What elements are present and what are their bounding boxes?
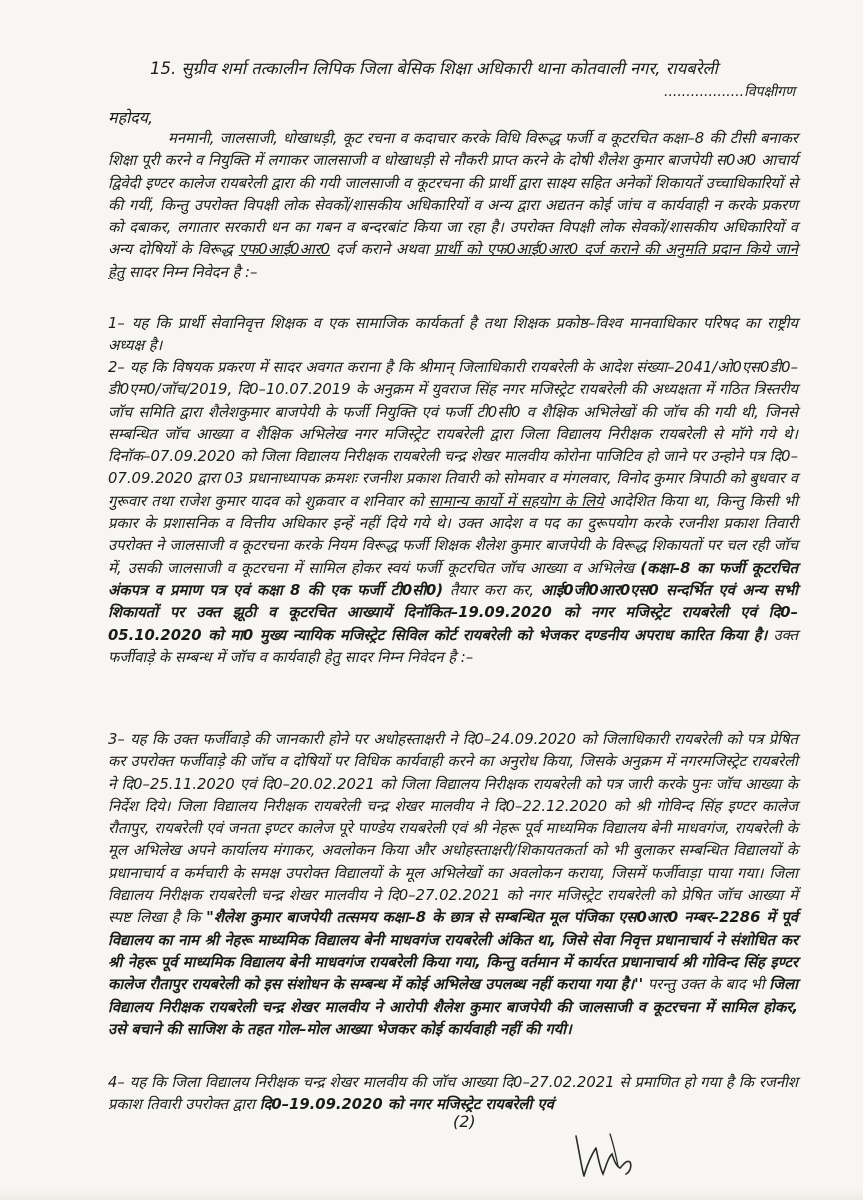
- intro-paragraph: [108, 128, 798, 284]
- signature-icon: [570, 1126, 640, 1180]
- para3-text-a: 3– यह कि उक्त फर्जीवाड़े की जानकारी होने पर अधोहस्ताक्षरी ने दि0–24.09.2020 को जिलाधिकारी रायबरेली को पत्र प्रेषित कर उपरोक्त फर्जीवाड़े की जॉच व दोषियों पर विधिक कार्यवाही करने का अनुरोध किया, जिसके अनुक्रम में नगरमजिस्ट्रेट रायबरेली ने दि0–25.11.2020 एवं दि0–20.02.2021 को जिला विद्यालय निरीक्षक रायबरेली को पत्र जारी करके पुनः जॉच आख्या के निर्देश दिये। जिला विद्यालय निरीक्षक रायबरेली चन्द्र शेखर मालवीय ने दि0–22.12.2020 को श्री गोविन्द सिंह इण्टर कालेज रौतापुर, रायबरेली एवं जनता इण्टर कालेज पूरे पाण्डेय रायबरेली एवं श्री नेहरू पूर्व माध्यमिक विद्यालय बेनी माधवगंज, रायबरेली के मूल अभिलेख अपने कार्यालय मंगाकर, अवलोकन किया और अधोहस्ताक्षरी/शिकायतकर्ता को भी बुलाकर सम्बन्धित विद्यालयों के प्रधानाचार्य व कर्मचारी के समक्ष उपरोक्त विद्यालयों के मूल अभिलेखों का अवलोकन कराया, जिसमें फर्जीवाड़ा पाया गया। जिला विद्यालय निरीक्षक रायबरेली चन्द्र शेखर मालवीय ने दि0–27.02.2021 को नगर मजिस्ट्रेट रायबरेली को प्रेषित जॉच आख्या में स्पष्ट लिखा है कि: [108, 731, 798, 927]
- intro-text-e: सादर निम्न निवेदन है :–: [124, 263, 258, 281]
- page-bottom-edge: [0, 1188, 863, 1200]
- paragraph-3: [108, 729, 798, 1041]
- para3-quote: "शैलेश कुमार बाजपेयी तत्समय कक्षा–8 के छात्र से सम्बन्धित मूल पंजिका एस0आर0 नम्बर–2286 में पूर्व विद्यालय का नाम श्री नेहरू माध्यमिक विद्यालय बेनी माधवगंज रायबरेली अंकित था, जिसे सेवा निवृत्त प्रधानाचार्य ने संशोधित कर श्री नेहरू पूर्व माध्यमिक विद्यालय बेनी माधवगंज रायबरेली किया गया, किन्तु वर्तमान में कार्यरत प्रधानाचार्य श्री गोविन्द सिंह इण्टर कालेज रौतापुर रायबरेली को इस संशोधन के सम्बन्ध में कोई अभिलेख उपलब्ध नहीं कराया गया है।'': [108, 909, 798, 994]
- para3-conclusion: जिला विद्यालय निरीक्षक रायबरेली चन्द्र शेखर मालवीय ने आरोपी शैलेश कुमार बाजपेयी की जालसाजी व कूटरचना में सामिल होकर, उसे बचाने की साजिश के तहत गोल–मोल आख्या भेजकर कोई कार्यवाही नहीं की गयी।: [108, 976, 798, 1038]
- salutation: महोदय,: [108, 108, 154, 127]
- paragraph-4: [108, 1072, 798, 1117]
- intro-text-a: मनमानी, जालसाजी, धोखाधड़ी, कूट रचना व कदाचार करके विधि विरूद्ध फर्जी व कूटरचित कक्षा–8 की टीसी बनाकर शिक्षा पूरी करने व नियुक्ति में लगाकर जालसाजी व धोखाधड़ी से नौकरी प्राप्त करने के दोषी शैलेश कुमार बाजपेयी स0अ0 आचार्य द्विवेदी इण्टर कालेज रायबरेली द्वारा की गयी जालसाजी व कूटरचना की प्रार्थी द्वारा साक्ष्य सहित अनेकों शिकायतें उच्चाधिकारियों से की गयीं, किन्तु उपरोक्त विपक्षी लोक सेवकों/शासकीय अधिकारियों व अन्य द्वारा अद्यतन कोई जांच व कार्यवाही न करके प्रकरण को दबाकर, लगातार सरकारी धन का गबन व बन्दरबांट किया जा रहा है। उपरोक्त विपक्षी लोक सेवकों/शासकीय अधिकारियों व अन्य दोषियों के विरूद्ध: [108, 130, 798, 259]
- page-number: (2): [453, 1112, 476, 1131]
- para2-cooperation: सामान्य कार्यो में सहयोग के लिये: [428, 492, 604, 510]
- intro-text-c: दर्ज कराने अथवा: [330, 241, 435, 259]
- paragraph-2: [108, 357, 798, 669]
- para4-text-b: दि0–19.09.2020 को नगर मजिस्ट्रेट रायबरेली एवं: [259, 1096, 554, 1114]
- para2-text-g: उक्त फर्जीवाड़े के सम्बन्ध में जॉच व कार्यवाही हेतु सादर निम्न निवेदन है :–: [108, 626, 798, 666]
- para2-fake-documents: (कक्षा–8 का फर्जी कूटरचित अंकपत्र व प्रमाण पत्र एवं कक्षा 8 की एक फर्जी टी0सी0): [108, 559, 798, 599]
- para4-text-a: 4– यह कि जिला विद्यालय निरीक्षक चन्द्र शेखर मालवीय की जॉच आख्या दि0–27.02.2021 से प्रमाणित हो गया है कि रजनीश प्रकाश तिवारी उपरोक्त द्वारा: [108, 1074, 798, 1114]
- intro-permission: प्रार्थी को एफ0आई0आर0 दर्ज कराने की अनुमति प्रदान किये जाने हेतु: [108, 241, 798, 281]
- intro-fir: एफ0आई0आर0: [238, 241, 331, 259]
- para2-false-reports: आई0जी0आर0एस0 सन्दर्भित एवं अन्य सभी शिकायतों पर उक्त झूठी व कूटरचित आख्यायें दिनॉकित–19.09.2020 को नगर मजिस्ट्रेट रायबरेली एवं दि0–05.10.2020 को मा0 मुख्य न्यायिक मजिस्ट्रेट सिविल कोर्ट रायबरेली को भेजकर दण्डनीय अपराध कारित किया है।: [108, 581, 798, 644]
- respondents-label: ..................विपक्षीगण: [664, 84, 796, 100]
- para2-text-a: 2– यह कि विषयक प्रकरण में सादर अवगत कराना है कि श्रीमान् जिलाधिकारी रायबरेली के आदेश संख्या–2041/ओ0एस0डी0–डी0एम0/जॉच/2019, दि0–10.07.2019 के अनुक्रम में युवराज सिंह नगर मजिस्ट्रेट रायबरेली की अध्यक्षता में गठित त्रिस्तरीय जॉच समिति द्वारा शैलेशकुमार बाजपेयी के फर्जी नियुक्ति एवं फर्जी टी0सी0 व शैक्षिक अभिलेखों की जॉच की गयी थी, जिनसे सम्बन्धित जॉच आख्या व शैक्षिक अभिलेख नगर मजिस्ट्रेट रायबरेली द्वारा जिला विद्यालय निरीक्षक रायबरेली से मॉगे गये थे। दिनॉक–07.09.2020 को जिला विद्यालय निरीक्षक रायबरेली चन्द्र शेखर मालवीय कोरोना पाजिटिव हो जाने पर उन्होने पत्र दि0–07.09.2020 द्वारा 03 प्रधानाध्यापक क्रमशः रजनीश प्रकाश तिवारी को सोमवार व मंगलवार, विनोद कुमार त्रिपाठी को बुधवार व गुरूवार तथा राजेश कुमार यादव को शुक्रवार व शनिवार को: [108, 359, 798, 510]
- para2-text-c: आदेशित किया था, किन्तु किसी भी प्रकार के प्रशासनिक व वित्तीय अधिकार इन्हें नहीं दिये गये थे। उक्त आदेश व पद का दुरूपयोग करके रजनीश प्रकाश तिवारी उपरोक्त ने जालसाजी व कूटरचना करके नियम विरूद्ध फर्जी शिक्षक शैलेश कुमार बाजपेयी के विरूद्ध शिकायतों पर चल रही जॉच में, उसकी जालसाजी व कूटरचना में सामिल होकर स्वयं फर्जी कूटरचित जॉच आख्या व अभिलेख: [108, 492, 799, 577]
- para3-text-c: परन्तु उक्त के बाद भी: [643, 976, 770, 994]
- paragraph-1: 1– यह कि प्रार्थी सेवानिवृत्त शिक्षक व एक सामाजिक कार्यकर्ता है तथा शिक्षक प्रकोष्ठ–विश्व मानवाधिकार परिषद का राष्ट्रीय अध्यक्ष है।: [108, 315, 798, 355]
- respondent-line: 15. सुग्रीव शर्मा तत्कालीन लिपिक जिला बेसिक शिक्षा अधिकारी थाना कोतवाली नगर, रायबरेली: [150, 59, 718, 78]
- para2-text-e: तैयार करा कर,: [443, 581, 541, 599]
